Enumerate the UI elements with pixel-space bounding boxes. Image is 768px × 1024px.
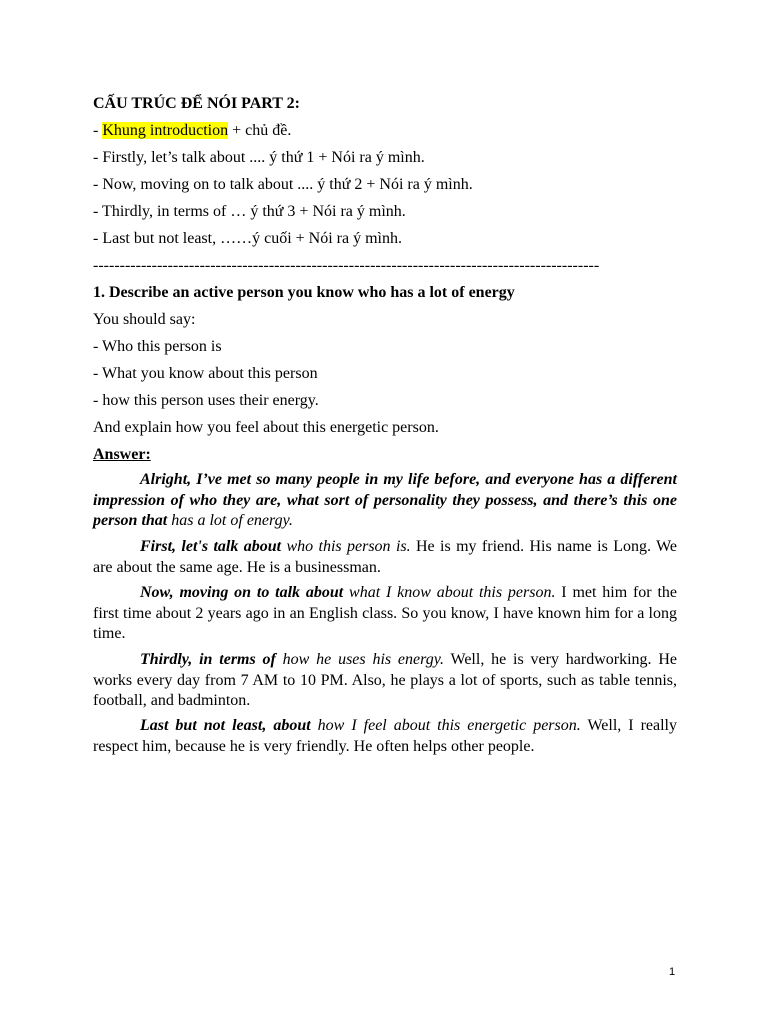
question-bullet-3: - how this person uses their energy. bbox=[93, 392, 319, 409]
answer-p2-italic: who this person is. bbox=[281, 538, 411, 555]
answer-p2-text: He is my friend. His name is Long. We are about the same age. He is a businessman. bbox=[93, 538, 677, 576]
structure-line-5: - Last but not least, ……ý cuối + Nói ra ý mình. bbox=[93, 230, 402, 247]
structure-line-2: - Firstly, let’s talk about .... ý thứ 1 + Nói ra ý mình. bbox=[93, 149, 425, 166]
answer-p4-italic: how he uses his energy. bbox=[275, 651, 444, 668]
structure-line-4: - Thirdly, in terms of … ý thứ 3 + Nói ra ý mình. bbox=[93, 203, 406, 220]
answer-paragraph-2 bbox=[93, 537, 677, 578]
question-closing: And explain how you feel about this energetic person. bbox=[93, 419, 439, 436]
answer-p1-bold: Alright, I’ve met so many people in my life before, and everyone has a different impression of who they are, what sort of personality they possess, and there’s this one person that bbox=[93, 471, 677, 529]
answer-paragraph-3 bbox=[93, 583, 677, 645]
answer-p5-text: Well, I really respect him, because he is very friendly. He often helps other people. bbox=[93, 717, 677, 755]
divider-line: ----------------------------------------------------------------------------------------------- bbox=[93, 257, 600, 274]
structure-line-1-prefix: - bbox=[93, 122, 103, 139]
question-title: 1. Describe an active person you know who has a lot of energy bbox=[93, 284, 515, 301]
structure-line-1 bbox=[93, 121, 291, 141]
answer-label: Answer: bbox=[93, 446, 151, 463]
answer-p4-bold: Thirdly, in terms of bbox=[140, 651, 276, 668]
structure-title: CẤU TRÚC ĐỂ NÓI PART 2: bbox=[93, 95, 301, 112]
answer-paragraph-4 bbox=[93, 650, 677, 712]
answer-p4-text: Well, he is very hardworking. He works every day from 7 AM to 10 PM. Also, he plays a lot of sports, such as table tennis, football, and badminton. bbox=[93, 651, 677, 709]
highlighted-text: Khung introduction bbox=[102, 122, 229, 139]
question-bullet-1: - Who this person is bbox=[93, 338, 222, 355]
answer-p5-bold: Last but not least, about bbox=[140, 717, 311, 734]
answer-paragraph-5 bbox=[93, 716, 677, 757]
answer-paragraph-1 bbox=[93, 470, 677, 532]
answer-p1-italic: has a lot of energy. bbox=[167, 512, 293, 529]
question-bullet-2: - What you know about this person bbox=[93, 365, 318, 382]
structure-line-3: - Now, moving on to talk about .... ý thứ 2 + Nói ra ý mình. bbox=[93, 176, 473, 193]
answer-p2-bold: First, let's talk about bbox=[140, 538, 282, 555]
answer-p3-italic: what I know about this person. bbox=[343, 584, 556, 601]
answer-p3-text: I met him for the first time about 2 years ago in an English class. So you know, I have known him for a long time. bbox=[93, 584, 677, 642]
question-intro: You should say: bbox=[93, 311, 196, 328]
structure-line-1-rest: + chủ đề. bbox=[228, 122, 292, 139]
page-number: 1 bbox=[669, 966, 676, 978]
answer-p5-italic: how I feel about this energetic person. bbox=[310, 717, 581, 734]
answer-p3-bold: Now, moving on to talk about bbox=[140, 584, 344, 601]
